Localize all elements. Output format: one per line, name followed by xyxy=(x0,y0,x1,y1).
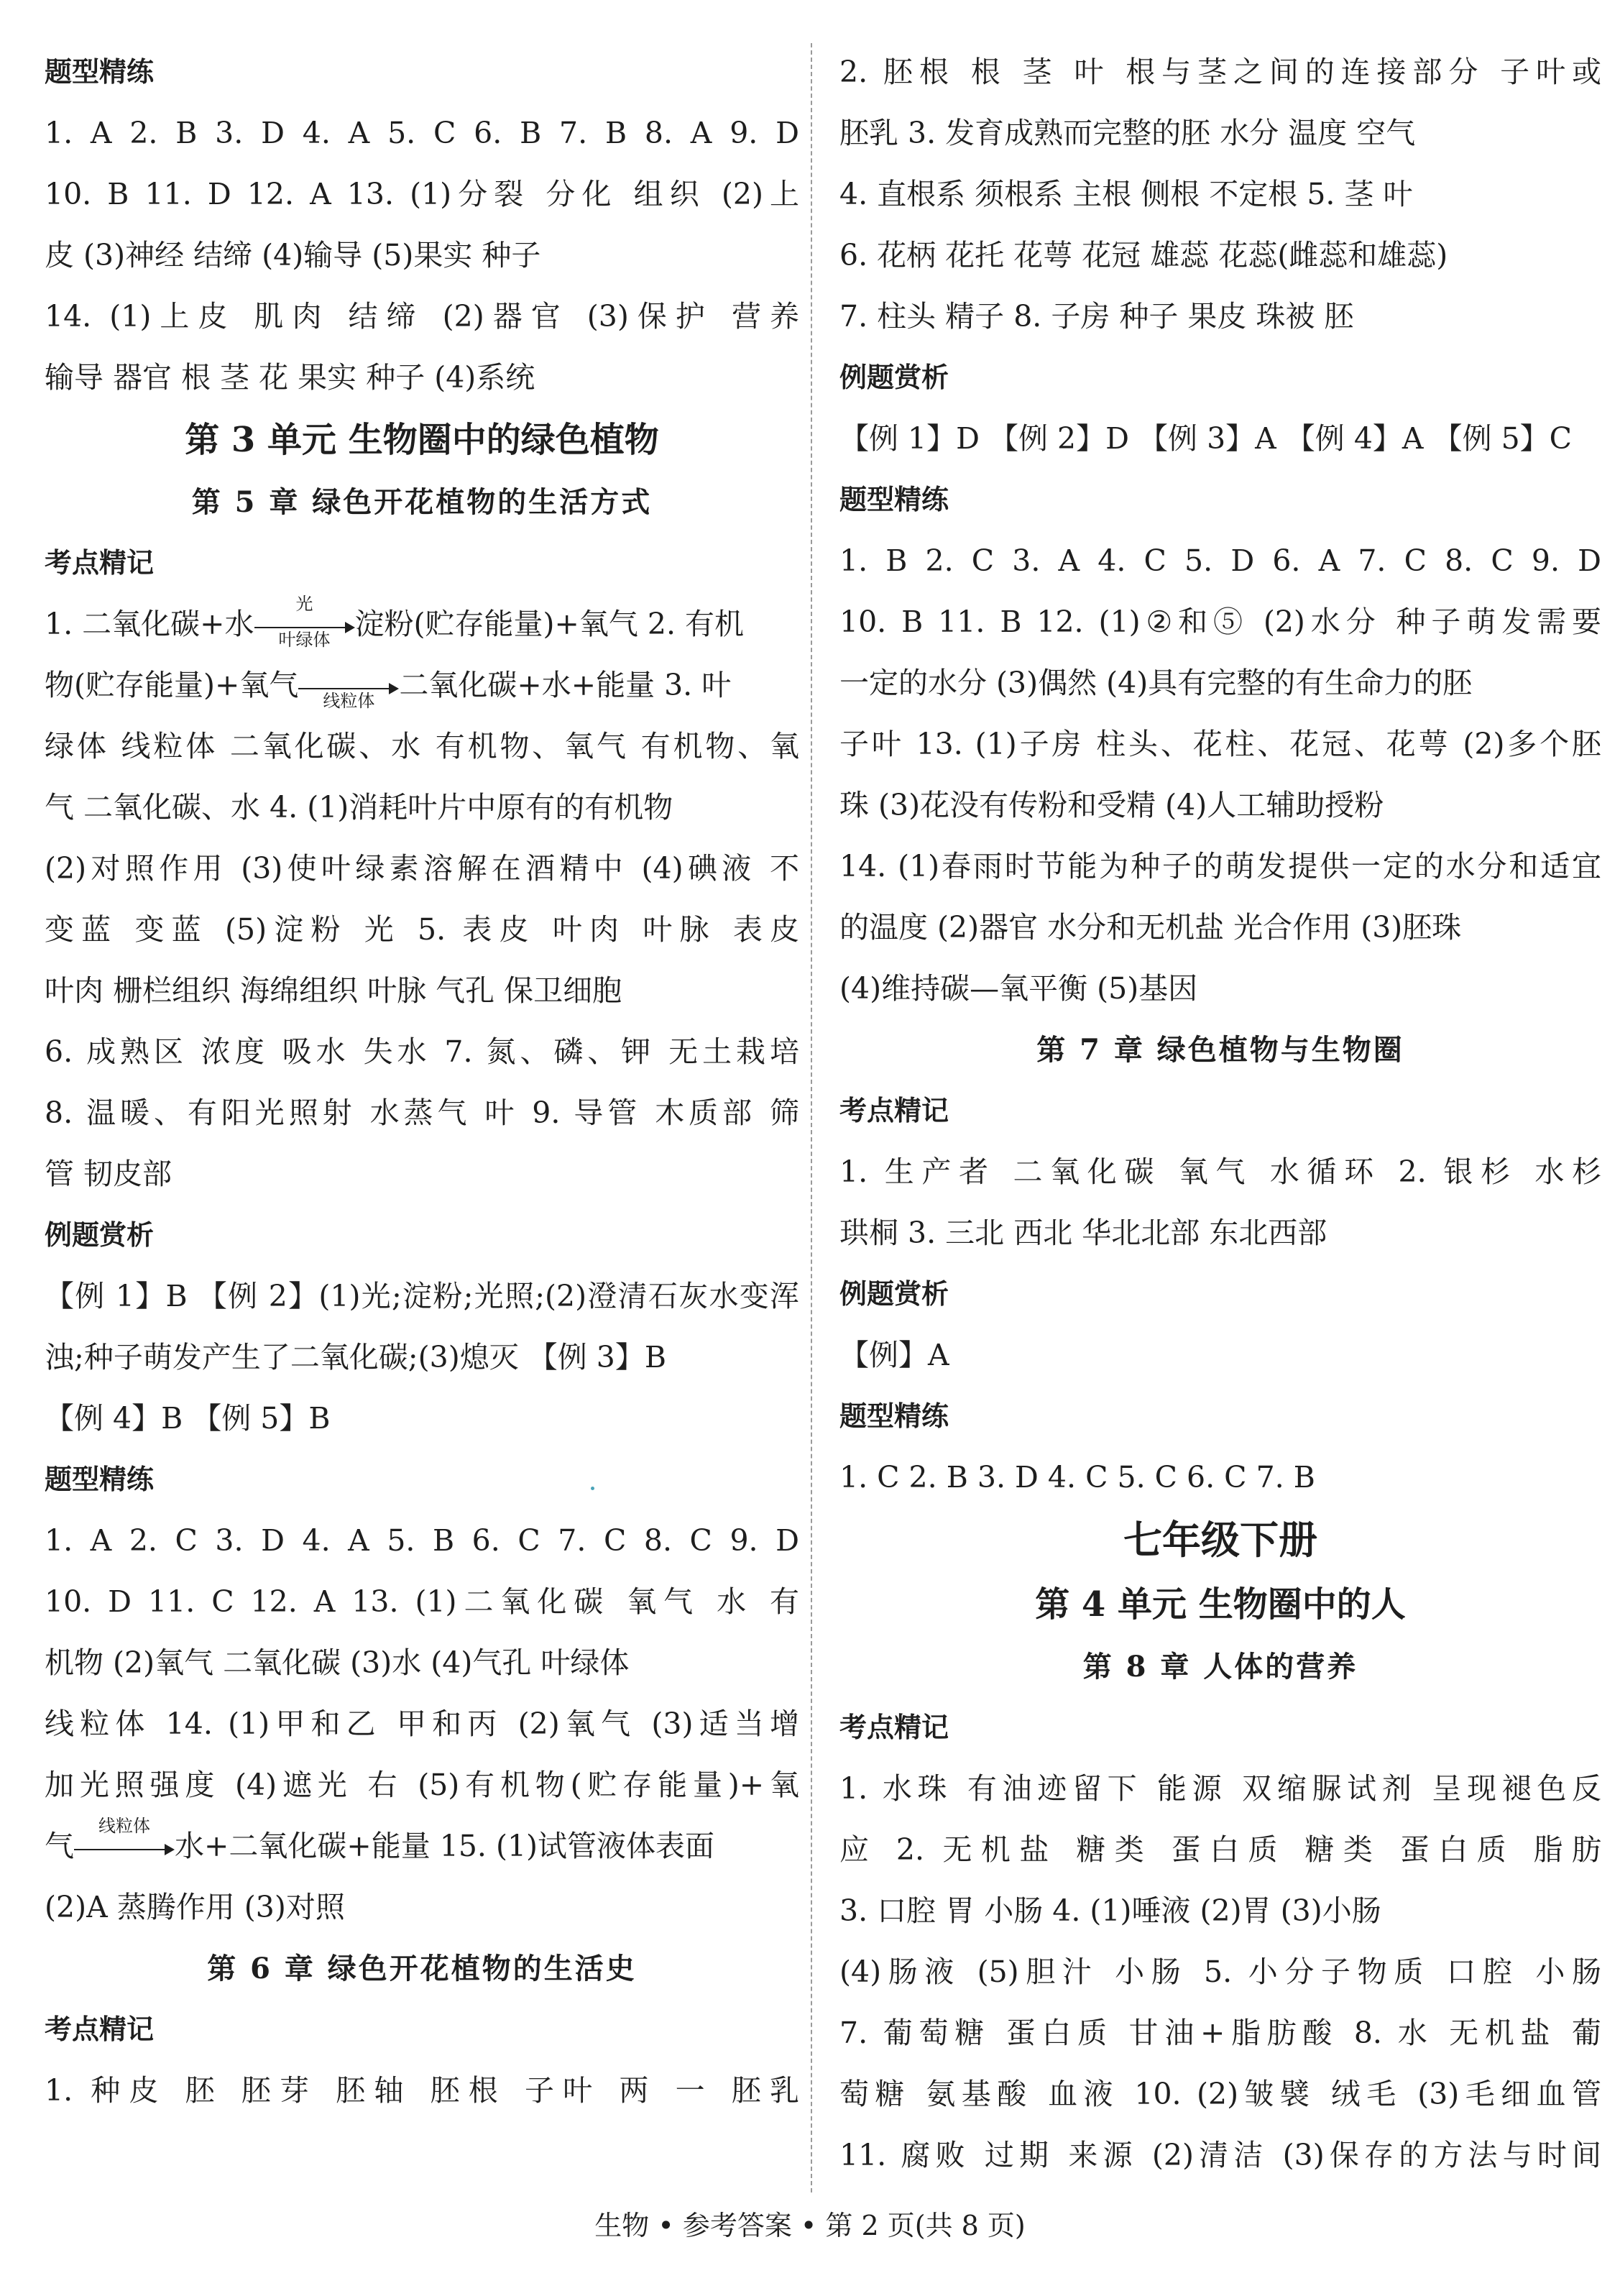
column-divider xyxy=(811,43,812,2192)
answer-line: 变蓝 变蓝 (5)淀粉 光 5. 表皮 叶肉 叶脉 表皮 xyxy=(45,912,799,947)
answer-line: 【例 1】B 【例 2】(1)光;淀粉;光照;(2)澄清石灰水变浑 xyxy=(45,1279,799,1313)
answer-line: 1. 水珠 有油迹留下 能源 双缩脲试剂 呈现褪色反 xyxy=(839,1771,1601,1806)
reaction-arrow xyxy=(254,593,355,650)
equation-line xyxy=(45,1816,799,1877)
unit-title: 第 3 单元 生物圈中的绿色植物 xyxy=(185,420,659,460)
right-column xyxy=(839,42,1601,2186)
answer-line: (2)对照作用 (3)使叶绿素溶解在酒精中 (4)碘液 不 xyxy=(45,851,799,886)
answer-line: 管 韧皮部 xyxy=(45,1157,172,1191)
unit-title: 第 4 单元 生物圈中的人 xyxy=(1035,1584,1406,1625)
answer-line: 6. 成熟区 浓度 吸水 失水 7. 氮、磷、钾 无土栽培 xyxy=(45,1034,799,1069)
equation-line xyxy=(45,655,799,716)
answer-line: 的温度 (2)器官 水分和无机盐 光合作用 (3)胚珠 xyxy=(839,910,1462,945)
chapter-title: 第 8 章 人体的营养 xyxy=(1082,1650,1358,1684)
section-heading: 考点精记 xyxy=(839,1712,949,1743)
answer-line: 10. B 11. D 12. A 13. (1)分裂 分化 组织 (2)上 xyxy=(45,177,799,211)
answer-line: 机物 (2)氧气 二氧化碳 (3)水 (4)气孔 叶绿体 xyxy=(45,1645,630,1680)
reaction-arrow xyxy=(74,1815,175,1863)
answer-line: 10. B 11. B 12. (1)②和⑤ (2)水分 种子萌发需要 xyxy=(839,605,1601,639)
answer-line: 7. 柱头 精子 8. 子房 种子 果皮 珠被 胚 xyxy=(839,299,1354,334)
answer-line: 1. A 2. B 3. D 4. A 5. C 6. B 7. B 8. A 9. D xyxy=(45,116,799,150)
section-heading: 例题赏析 xyxy=(839,362,949,393)
equation-text: 二氧化碳+水+能量 3. 叶 xyxy=(399,668,732,702)
equation-text: 气 xyxy=(45,1829,74,1863)
answer-line: 线粒体 14. (1)甲和乙 甲和丙 (2)氧气 (3)适当增 xyxy=(45,1707,799,1741)
section-heading: 例题赏析 xyxy=(839,1278,949,1310)
section-heading: 题型精练 xyxy=(839,1400,949,1432)
answer-line: 萄糖 氨基酸 血液 10. (2)皱襞 绒毛 (3)毛细血管 xyxy=(839,2077,1601,2111)
chapter-title: 第 5 章 绿色开花植物的生活方式 xyxy=(191,485,653,519)
answer-line: 11. 腐败 过期 来源 (2)清洁 (3)保存的方法与时间 xyxy=(839,2138,1601,2172)
section-heading: 题型精练 xyxy=(839,484,949,515)
arrow-condition-bottom: 线粒体 xyxy=(323,690,375,711)
answer-line: 2. 胚根 根 茎 叶 根与茎之间的连接部分 子叶或 xyxy=(839,55,1601,89)
reaction-arrow xyxy=(298,674,399,711)
answer-line: 浊;种子萌发产生了二氧化碳;(3)熄灭 【例 3】B xyxy=(45,1340,666,1374)
left-column xyxy=(45,42,799,2121)
answer-line: 【例】A xyxy=(839,1338,949,1372)
grade-title: 七年级下册 xyxy=(1123,1517,1317,1563)
answer-line: 8. 温暖、有阳光照射 水蒸气 叶 9. 导管 木质部 筛 xyxy=(45,1096,799,1130)
answer-line: 14. (1)春雨时节能为种子的萌发提供一定的水分和适宜 xyxy=(839,849,1601,883)
answer-line: (4)肠液 (5)胆汁 小肠 5. 小分子物质 口腔 小肠 xyxy=(839,1955,1601,1989)
equation-text: 物(贮存能量)+氧气 xyxy=(45,668,299,702)
answer-line: 绿体 线粒体 二氧化碳、水 有机物、氧气 有机物、氧 xyxy=(45,729,799,763)
answer-line: 1. A 2. C 3. D 4. A 5. B 6. C 7. C 8. C 9. D xyxy=(45,1523,799,1558)
answer-line: 1. 种皮 胚 胚芽 胚轴 胚根 子叶 两 一 胚乳 xyxy=(45,2073,799,2108)
answer-line: 4. 直根系 须根系 主根 侧根 不定根 5. 茎 叶 xyxy=(839,177,1413,211)
answer-line: 【例 4】B 【例 5】B xyxy=(45,1401,331,1436)
answer-line: 【例 1】D 【例 2】D 【例 3】A 【例 4】A 【例 5】C xyxy=(839,421,1573,456)
answer-line: (2)A 蒸腾作用 (3)对照 xyxy=(45,1890,345,1924)
answer-line: 10. D 11. C 12. A 13. (1)二氧化碳 氧气 水 有 xyxy=(45,1584,799,1619)
equation-text: 水+二氧化碳+能量 15. (1)试管液体表面 xyxy=(175,1829,715,1863)
equation-line xyxy=(45,594,799,655)
section-heading: 题型精练 xyxy=(45,56,155,88)
answer-line: 1. B 2. C 3. A 4. C 5. D 6. A 7. C 8. C 9. D xyxy=(839,543,1601,578)
answer-line: 子叶 13. (1)子房 柱头、花柱、花冠、花萼 (2)多个胚 xyxy=(839,727,1601,761)
answer-line: 皮 (3)神经 结缔 (4)输导 (5)果实 种子 xyxy=(45,238,541,272)
answer-line: 6. 花柄 花托 花萼 花冠 雄蕊 花蕊(雌蕊和雄蕊) xyxy=(839,238,1448,272)
arrow-condition-top: 光 xyxy=(295,593,313,614)
answer-line: 胚乳 3. 发育成熟而完整的胚 水分 温度 空气 xyxy=(839,116,1416,150)
answer-line: (4)维持碳—氧平衡 (5)基因 xyxy=(839,971,1198,1006)
section-heading: 考点精记 xyxy=(45,547,155,579)
answer-line: 一定的水分 (3)偶然 (4)具有完整的有生命力的胚 xyxy=(839,666,1473,700)
arrow-condition-bottom: 叶绿体 xyxy=(278,629,331,650)
section-heading: 例题赏析 xyxy=(45,1219,155,1251)
answer-line: 14. (1)上皮 肌肉 结缔 (2)器官 (3)保护 营养 xyxy=(45,299,799,334)
chapter-title: 第 6 章 绿色开花植物的生活史 xyxy=(207,1952,637,1985)
answer-line: 加光照强度 (4)遮光 右 (5)有机物(贮存能量)+氧 xyxy=(45,1768,799,1802)
answer-line: 1. C 2. B 3. D 4. C 5. C 6. C 7. B xyxy=(839,1460,1315,1494)
section-heading: 题型精练 xyxy=(45,1464,155,1495)
equation-text: 1. 二氧化碳+水 xyxy=(45,607,254,641)
section-heading: 考点精记 xyxy=(45,2013,155,2045)
answer-line: 输导 器官 根 茎 花 果实 种子 (4)系统 xyxy=(45,360,535,395)
answer-line: 3. 口腔 胃 小肠 4. (1)唾液 (2)胃 (3)小肠 xyxy=(839,1893,1381,1928)
answer-line: 7. 葡萄糖 蛋白质 甘油+脂肪酸 8. 水 无机盐 葡 xyxy=(839,2016,1601,2050)
answer-line: 应 2. 无机盐 糖类 蛋白质 糖类 蛋白质 脂肪 xyxy=(839,1832,1601,1867)
chapter-title: 第 7 章 绿色植物与生物圈 xyxy=(1036,1033,1404,1067)
page-footer: 生物 • 参考答案 • 第 2 页(共 8 页) xyxy=(594,2210,1026,2241)
answer-line: 气 二氧化碳、水 4. (1)消耗叶片中原有的有机物 xyxy=(45,790,673,825)
section-heading: 考点精记 xyxy=(839,1095,949,1126)
answer-line: 1. 生产者 二氧化碳 氧气 水循环 2. 银杉 水杉 xyxy=(839,1154,1601,1189)
answer-line: 珠 (3)花没有传粉和受精 (4)人工辅助授粉 xyxy=(839,788,1384,822)
answer-line: 珙桐 3. 三北 西北 华北北部 东北西部 xyxy=(839,1216,1327,1250)
equation-text: 淀粉(贮存能量)+氧气 2. 有机 xyxy=(354,607,745,641)
arrow-condition-top: 线粒体 xyxy=(98,1815,150,1836)
answer-line: 叶肉 栅栏组织 海绵组织 叶脉 气孔 保卫细胞 xyxy=(45,973,622,1008)
